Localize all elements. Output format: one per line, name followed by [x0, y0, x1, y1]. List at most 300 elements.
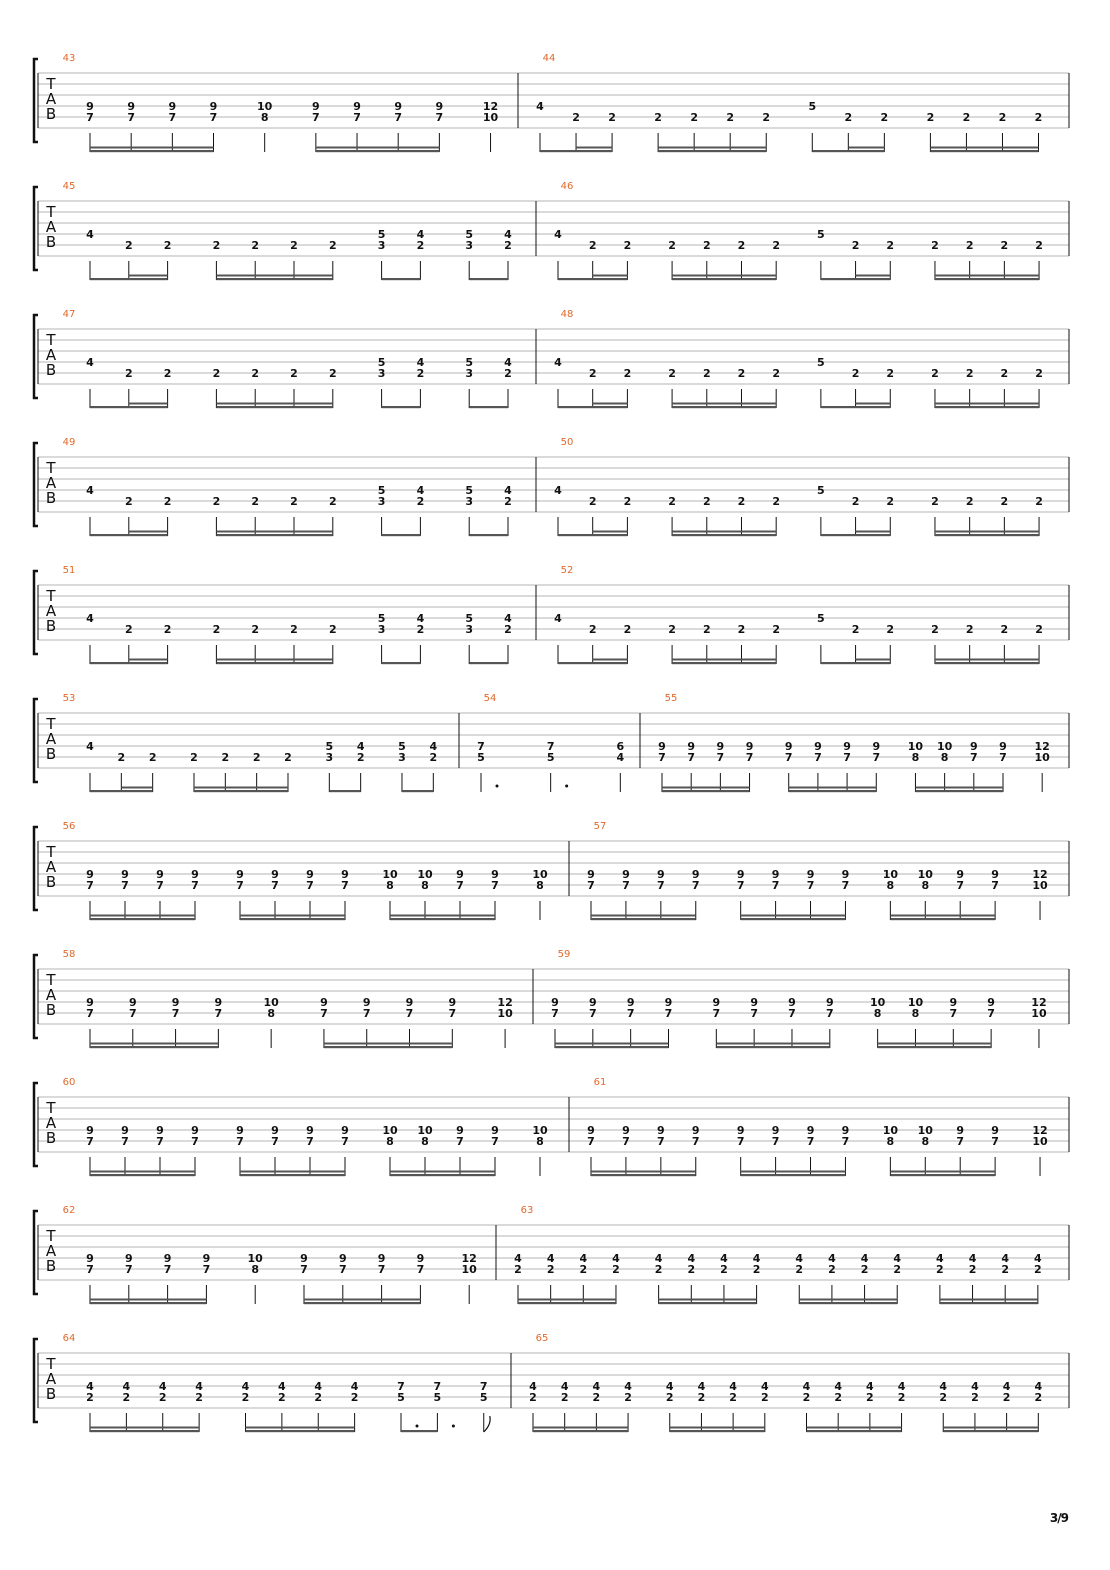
- beam: [799, 1299, 897, 1301]
- fret-number: 2: [752, 1263, 761, 1276]
- system-bracket: [34, 59, 38, 142]
- beam: [821, 534, 890, 536]
- beam: [402, 790, 433, 792]
- fret-number: 12: [482, 100, 499, 113]
- fret-number: 2: [737, 495, 746, 508]
- fret-number: 2: [772, 367, 781, 380]
- beam: [672, 662, 776, 664]
- fret-number: 9: [377, 1252, 386, 1265]
- fret-number: 9: [306, 1124, 314, 1137]
- beam: [240, 1171, 345, 1173]
- fret-number: 7: [121, 879, 129, 892]
- fret-number: 7: [841, 1135, 850, 1148]
- fret-number: 10: [917, 1124, 933, 1137]
- tab-clef-letter: B: [45, 489, 57, 507]
- tab-clef-letter: A: [45, 218, 57, 236]
- fret-number: 7: [306, 1135, 314, 1148]
- fret-number: 2: [772, 495, 781, 508]
- fret-number: 10: [382, 868, 398, 881]
- beam: [593, 659, 628, 661]
- fret-number: 8: [911, 751, 920, 764]
- fret-number: 3: [465, 239, 474, 252]
- measure-number: 59: [557, 949, 571, 960]
- fret-number: 8: [886, 1135, 895, 1148]
- fret-number: 4: [86, 1380, 94, 1393]
- measure-number: 51: [62, 565, 76, 576]
- system-bracket: [34, 827, 38, 910]
- beam: [401, 1430, 437, 1432]
- fret-number: 2: [1001, 1263, 1010, 1276]
- fret-number: 9: [622, 868, 630, 881]
- fret-number: 2: [290, 367, 298, 380]
- fret-number: 2: [416, 623, 425, 636]
- fret-number: 3: [465, 495, 474, 508]
- fret-number: 2: [690, 111, 698, 124]
- fret-number: 10: [907, 996, 924, 1009]
- fret-number: 2: [939, 1391, 948, 1404]
- beam: [591, 915, 696, 917]
- fret-number: 7: [587, 1135, 595, 1148]
- beam: [390, 918, 495, 920]
- fret-number: 7: [86, 1263, 94, 1276]
- fret-number: 5: [377, 484, 386, 497]
- fret-number: 2: [1035, 495, 1043, 508]
- beam: [382, 406, 421, 408]
- beam: [672, 406, 776, 408]
- beam: [856, 659, 891, 661]
- fret-number: 2: [251, 367, 260, 380]
- fret-number: 9: [491, 1124, 499, 1137]
- beam: [659, 1299, 757, 1301]
- tab-system: [34, 1205, 1069, 1304]
- fret-number: 5: [377, 228, 386, 241]
- fret-number: 2: [290, 239, 298, 252]
- beam: [90, 790, 153, 792]
- fret-number: 9: [86, 1252, 94, 1265]
- fret-number: 10: [482, 111, 499, 124]
- fret-number: 10: [247, 1252, 263, 1265]
- measure-number: 61: [593, 1077, 607, 1088]
- tab-clef-letter: B: [45, 1001, 57, 1019]
- fret-number: 9: [691, 868, 700, 881]
- beam: [741, 918, 846, 920]
- beam: [518, 1302, 616, 1304]
- fret-number: 9: [841, 1124, 850, 1137]
- fret-number: 2: [124, 495, 133, 508]
- fret-number: 4: [612, 1252, 620, 1265]
- fret-number: 7: [587, 879, 595, 892]
- system-bracket: [34, 699, 38, 782]
- fret-number: 7: [377, 1263, 386, 1276]
- fret-number: 2: [880, 111, 889, 124]
- fret-number: 4: [546, 1252, 555, 1265]
- fret-number: 9: [657, 868, 665, 881]
- rhythm-dot: [496, 785, 499, 788]
- fret-number: 2: [1035, 239, 1043, 252]
- fret-number: 2: [931, 367, 939, 380]
- fret-number: 2: [760, 1391, 769, 1404]
- fret-number: 2: [851, 367, 860, 380]
- fret-number: 7: [491, 879, 499, 892]
- fret-number: 7: [209, 111, 218, 124]
- tab-clef-letter: T: [46, 1099, 56, 1117]
- fret-number: 3: [325, 751, 334, 764]
- tab-clef-letter: A: [45, 1242, 57, 1260]
- fret-number: 7: [86, 111, 94, 124]
- beam: [240, 1174, 345, 1176]
- fret-number: 4: [504, 228, 512, 241]
- rhythm-dot: [416, 1425, 419, 1428]
- tab-clef-letter: T: [46, 331, 56, 349]
- beam: [672, 534, 776, 536]
- fret-number: 2: [702, 239, 711, 252]
- beam: [672, 275, 776, 277]
- fret-number: 2: [762, 111, 771, 124]
- beam: [670, 1427, 765, 1429]
- fret-number: 9: [405, 996, 414, 1009]
- system-bracket: [34, 955, 38, 1038]
- beam: [129, 531, 168, 533]
- beam: [890, 918, 995, 920]
- fret-number: 12: [461, 1252, 477, 1265]
- fret-number: 9: [806, 1124, 815, 1137]
- fret-number: 4: [968, 1252, 977, 1265]
- fret-number: 2: [1034, 1263, 1042, 1276]
- fret-number: 9: [202, 1252, 211, 1265]
- tab-clef-letter: B: [45, 1257, 57, 1275]
- fret-number: 2: [962, 111, 971, 124]
- fret-number: 5: [817, 228, 825, 241]
- tab-system: [34, 821, 1069, 920]
- beam: [856, 531, 891, 533]
- fret-number: 2: [212, 367, 221, 380]
- tab-clef-letter: B: [45, 617, 57, 635]
- beam: [672, 531, 776, 533]
- beam: [216, 534, 332, 536]
- fret-number: 2: [737, 239, 746, 252]
- tab-clef-letter: B: [45, 105, 57, 123]
- beam: [246, 1427, 355, 1429]
- fret-number: 8: [536, 879, 544, 892]
- fret-number: 9: [312, 100, 320, 113]
- fret-number: 2: [931, 623, 939, 636]
- fret-number: 7: [691, 1135, 700, 1148]
- beam: [533, 1430, 628, 1432]
- beam: [90, 1299, 206, 1301]
- fret-number: 4: [1002, 1380, 1011, 1393]
- fret-number: 9: [771, 1124, 780, 1137]
- fret-number: 10: [1032, 1135, 1048, 1148]
- fret-number: 2: [697, 1391, 706, 1404]
- fret-number: 2: [654, 111, 662, 124]
- beam: [935, 406, 1039, 408]
- beam: [533, 1427, 628, 1429]
- fret-number: 8: [536, 1135, 544, 1148]
- fret-number: 7: [736, 1135, 745, 1148]
- fret-number: 4: [1034, 1252, 1042, 1265]
- fret-number: 7: [416, 1263, 425, 1276]
- fret-number: 5: [377, 612, 386, 625]
- fret-number: 2: [668, 495, 676, 508]
- fret-number: 4: [554, 228, 562, 241]
- fret-number: 12: [1034, 740, 1050, 753]
- beam: [324, 1043, 452, 1045]
- fret-number: 7: [551, 1007, 559, 1020]
- fret-number: 9: [788, 996, 796, 1009]
- fret-number: 7: [236, 1135, 244, 1148]
- fret-number: 7: [999, 751, 1007, 764]
- fret-number: 2: [588, 367, 597, 380]
- fret-number: 7: [86, 879, 94, 892]
- beam: [930, 150, 1038, 152]
- beam: [670, 1430, 765, 1432]
- beam: [469, 406, 508, 408]
- beam: [806, 1427, 901, 1429]
- tab-clef-letter: B: [45, 361, 57, 379]
- fret-number: 7: [124, 1263, 133, 1276]
- fret-number: 5: [817, 356, 825, 369]
- beam: [304, 1302, 420, 1304]
- beam: [240, 918, 345, 920]
- fret-number: 2: [623, 495, 632, 508]
- fret-number: 4: [828, 1252, 836, 1265]
- fret-number: 10: [882, 868, 899, 881]
- measure-number: 46: [560, 181, 574, 192]
- fret-number: 4: [579, 1252, 588, 1265]
- fret-number: 2: [117, 751, 126, 764]
- beam: [659, 1302, 757, 1304]
- tab-system: [34, 565, 1069, 664]
- fret-number: 4: [416, 612, 425, 625]
- fret-number: 2: [851, 495, 860, 508]
- fret-number: 7: [771, 1135, 780, 1148]
- fret-number: 2: [726, 111, 735, 124]
- fret-number: 12: [497, 996, 513, 1009]
- fret-number: 9: [456, 1124, 464, 1137]
- system-bracket: [34, 1083, 38, 1166]
- fret-number: 9: [687, 740, 696, 753]
- fret-number: 7: [657, 1135, 665, 1148]
- fret-number: 4: [616, 751, 625, 764]
- fret-number: 7: [435, 111, 444, 124]
- beam: [856, 275, 891, 277]
- fret-number: 7: [825, 1007, 834, 1020]
- beam: [316, 147, 440, 149]
- fret-number: 9: [589, 996, 597, 1009]
- beam: [821, 278, 890, 280]
- measure-number: 52: [560, 565, 574, 576]
- fret-number: 2: [668, 623, 676, 636]
- beam: [382, 534, 421, 536]
- beam: [90, 278, 168, 280]
- beam: [662, 787, 750, 789]
- fret-number: 4: [795, 1252, 804, 1265]
- fret-number: 9: [969, 740, 978, 753]
- fret-number: 4: [195, 1380, 203, 1393]
- fret-number: 2: [1000, 623, 1009, 636]
- tab-clef-letter: T: [46, 75, 56, 93]
- fret-number: 5: [465, 356, 474, 369]
- tab-system: [34, 437, 1069, 536]
- fret-number: 7: [479, 1380, 488, 1393]
- fret-number: 6: [616, 740, 625, 753]
- fret-number: 9: [394, 100, 403, 113]
- fret-number: 2: [241, 1391, 250, 1404]
- fret-number: 2: [163, 239, 172, 252]
- fret-number: 10: [532, 1124, 548, 1137]
- fret-number: 9: [338, 1252, 347, 1265]
- fret-number: 7: [171, 1007, 180, 1020]
- fret-number: 8: [386, 879, 394, 892]
- fret-number: 2: [926, 111, 935, 124]
- measure-number: 48: [560, 309, 574, 320]
- fret-number: 2: [866, 1391, 874, 1404]
- fret-number: 2: [608, 111, 616, 124]
- fret-number: 7: [784, 751, 793, 764]
- fret-number: 7: [736, 879, 745, 892]
- fret-number: 7: [86, 1135, 94, 1148]
- fret-number: 9: [736, 868, 745, 881]
- fret-number: 2: [429, 751, 438, 764]
- fret-number: 2: [844, 111, 853, 124]
- fret-number: 9: [750, 996, 758, 1009]
- fret-number: 9: [551, 996, 559, 1009]
- fret-number: 5: [397, 1391, 405, 1404]
- tab-system: [34, 1077, 1069, 1176]
- system-bracket: [34, 571, 38, 654]
- fret-number: 3: [377, 495, 386, 508]
- fret-number: 4: [936, 1252, 944, 1265]
- fret-number: 9: [658, 740, 666, 753]
- fret-number: 2: [654, 1263, 663, 1276]
- fret-number: 5: [325, 740, 334, 753]
- fret-number: 7: [771, 879, 780, 892]
- fret-number: 2: [163, 623, 172, 636]
- beam: [672, 403, 776, 405]
- fret-number: 7: [969, 751, 978, 764]
- fret-number: 10: [417, 868, 433, 881]
- fret-number: 7: [312, 111, 320, 124]
- beam: [90, 1302, 206, 1304]
- measure-number: 47: [62, 309, 76, 320]
- fret-number: 7: [843, 751, 851, 764]
- beam: [799, 1302, 897, 1304]
- measure-number: 49: [62, 437, 76, 448]
- fret-number: 4: [350, 1380, 359, 1393]
- tab-clef-letter: B: [45, 1129, 57, 1147]
- fret-number: 2: [195, 1391, 203, 1404]
- measure-number: 58: [62, 949, 76, 960]
- measure-number: 43: [62, 53, 76, 64]
- measure-number: 44: [542, 53, 556, 64]
- fret-number: 2: [897, 1391, 906, 1404]
- fret-number: 5: [465, 484, 474, 497]
- fret-number: 2: [158, 1391, 167, 1404]
- fret-number: 9: [121, 1124, 129, 1137]
- beam: [90, 662, 168, 664]
- beam: [935, 531, 1039, 533]
- fret-number: 10: [1034, 751, 1050, 764]
- beam: [469, 278, 508, 280]
- fret-number: 9: [991, 1124, 999, 1137]
- fret-number: 7: [806, 1135, 815, 1148]
- fret-number: 7: [956, 879, 965, 892]
- beam: [856, 403, 891, 405]
- fret-number: 2: [190, 751, 198, 764]
- beam: [940, 1302, 1038, 1304]
- fret-number: 4: [939, 1380, 948, 1393]
- fret-number: 2: [514, 1263, 522, 1276]
- fret-number: 10: [497, 1007, 513, 1020]
- beam: [935, 403, 1039, 405]
- fret-number: 5: [546, 751, 555, 764]
- fret-number: 9: [784, 740, 793, 753]
- measure-number: 64: [62, 1333, 76, 1344]
- beam: [90, 1043, 218, 1045]
- fret-number: 4: [554, 612, 562, 625]
- fret-number: 2: [163, 367, 172, 380]
- fret-number: 7: [362, 1007, 371, 1020]
- fret-number: 4: [529, 1380, 537, 1393]
- beam: [194, 787, 288, 789]
- measure-number: 55: [664, 693, 678, 704]
- fret-number: 7: [589, 1007, 597, 1020]
- fret-number: 2: [802, 1391, 811, 1404]
- fret-number: 2: [212, 239, 221, 252]
- fret-number: 2: [851, 623, 860, 636]
- beam: [129, 403, 168, 405]
- fret-number: 8: [873, 1007, 882, 1020]
- fret-number: 7: [405, 1007, 414, 1020]
- fret-number: 9: [872, 740, 881, 753]
- fret-number: 7: [658, 751, 666, 764]
- fret-number: 4: [866, 1380, 874, 1393]
- beam: [216, 662, 332, 664]
- fret-number: 7: [338, 1263, 347, 1276]
- beam: [741, 1174, 846, 1176]
- fret-number: 7: [156, 1135, 164, 1148]
- fret-number: 2: [328, 623, 337, 636]
- fret-number: 10: [1032, 879, 1048, 892]
- fret-number: 7: [841, 879, 850, 892]
- fret-number: 7: [320, 1007, 328, 1020]
- fret-number: 7: [236, 879, 244, 892]
- fret-number: 2: [893, 1263, 902, 1276]
- fret-number: 7: [956, 1135, 965, 1148]
- system-bracket: [34, 1211, 38, 1294]
- fret-number: 9: [156, 868, 164, 881]
- tab-clef-letter: A: [45, 1114, 57, 1132]
- fret-number: 7: [433, 1380, 442, 1393]
- beam: [890, 915, 995, 917]
- tab-clef-letter: A: [45, 1370, 57, 1388]
- fret-number: 2: [624, 1391, 632, 1404]
- beam: [672, 278, 776, 280]
- beam: [90, 1427, 199, 1429]
- fret-number: 10: [382, 1124, 398, 1137]
- fret-number: 2: [702, 495, 711, 508]
- fret-number: 9: [271, 868, 279, 881]
- beam: [915, 790, 1003, 792]
- fret-number: 4: [624, 1380, 632, 1393]
- fret-number: 2: [290, 623, 298, 636]
- fret-number: 7: [622, 1135, 630, 1148]
- fret-number: 8: [386, 1135, 394, 1148]
- fret-number: 9: [86, 996, 94, 1009]
- fret-number: 7: [271, 1135, 279, 1148]
- beam: [121, 787, 152, 789]
- fret-number: 4: [86, 740, 94, 753]
